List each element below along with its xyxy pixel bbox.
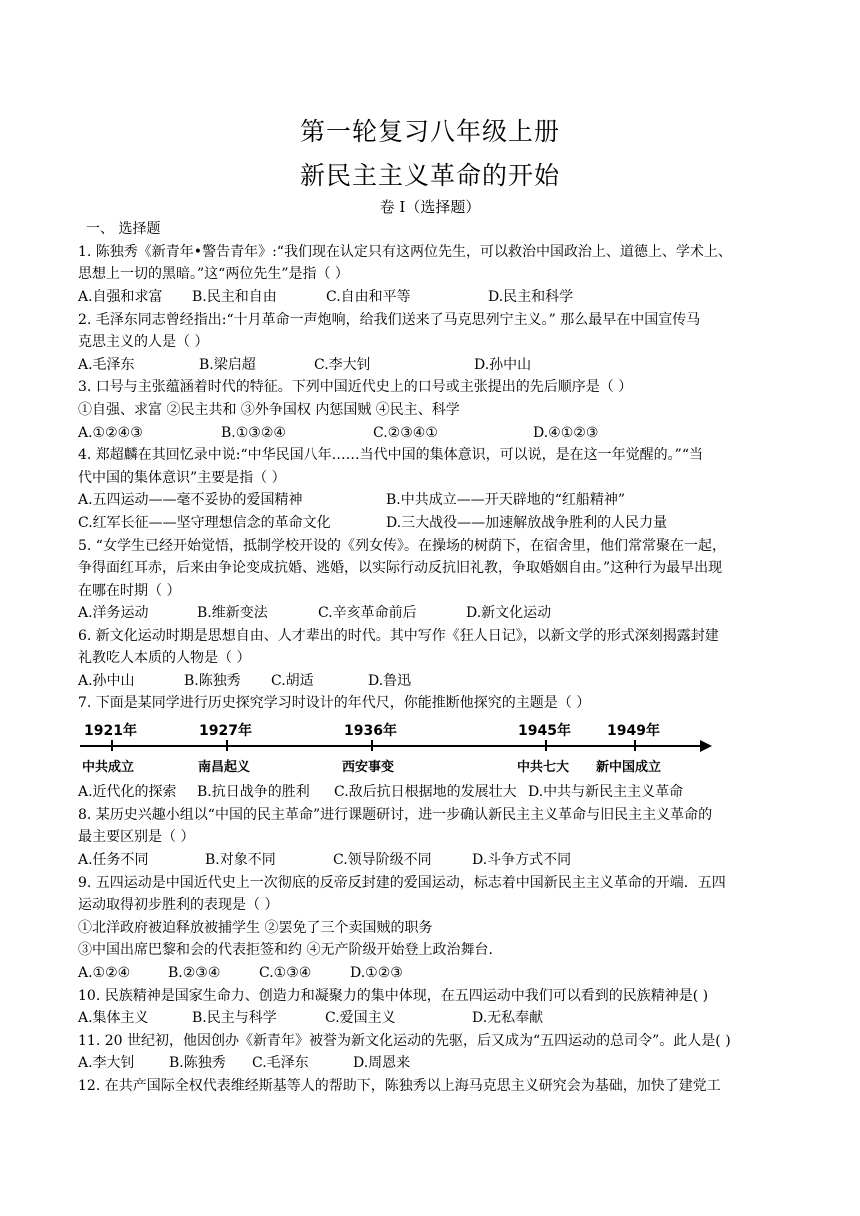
q3-option-c[interactable]: C.②③④① <box>373 425 438 441</box>
q5-option-b[interactable]: B.维新变法 <box>197 605 268 621</box>
q7-option-d[interactable]: D.中共与新民主主义革命 <box>528 784 684 800</box>
q2-option-b[interactable]: B.梁启超 <box>199 357 256 373</box>
question-2-text-cont: 克思主义的人是（ ） <box>78 334 209 350</box>
q2-option-a[interactable]: A.毛泽东 <box>78 357 135 373</box>
volume-label: 卷 I（选择题） <box>379 198 481 216</box>
q7-option-a[interactable]: A.近代化的探索 <box>78 784 177 800</box>
page-subtitle: 新民主主义革命的开始 <box>299 161 560 190</box>
question-2-text: 2. 毛泽东同志曾经指出:“十月革命一声炮响，给我们送来了马克思列宁主义。” 那么最早在中国宣传马 <box>78 312 701 328</box>
timeline-year: 1949年 <box>607 723 660 739</box>
question-9-text-cont: 运动取得初步胜利的表现是（ ） <box>78 897 279 913</box>
q3-option-a[interactable]: A.①②④③ <box>78 425 143 441</box>
q4-option-d[interactable]: D.三大战役——加速解放战争胜利的人民力量 <box>386 515 668 531</box>
q8-option-a[interactable]: A.任务不同 <box>78 852 149 868</box>
timeline-event: 西安事变 <box>342 760 395 775</box>
timeline-event: 中共成立 <box>82 760 135 775</box>
timeline-axis-line <box>80 745 702 747</box>
q1-option-c[interactable]: C.自由和平等 <box>326 289 411 305</box>
question-6-text: 6. 新文化运动时期是思想自由、人才辈出的时代。其中写作《狂人日记》，以新文学的形式深刻揭露封建 <box>78 628 719 644</box>
question-11-text: 11. 20 世纪初，他因创办《新青年》被誉为新文化运动的先驱，后又成为“五四运动的总司令”。此人是( ) <box>78 1033 731 1049</box>
question-4-text: 4. 郑超麟在其回忆录中说:“中华民国八年……当代中国的集体意识，可以说，是在这一年觉醒的。”“当 <box>78 447 703 463</box>
q11-option-d[interactable]: D.周恩来 <box>353 1055 411 1071</box>
question-9-text: 9. 五四运动是中国近代史上一次彻底的反帝反封建的爱国运动，标志着中国新民主主义革命的开端．五四 <box>78 875 726 891</box>
q11-option-b[interactable]: B.陈独秀 <box>169 1055 226 1071</box>
q8-option-b[interactable]: B.对象不同 <box>205 852 276 868</box>
question-9-items-1: ①北洋政府被迫释放被捕学生 ②罢免了三个卖国贼的职务 <box>78 920 433 936</box>
question-8-text: 8. 某历史兴趣小组以“中国的民主革命”进行课题研讨，进一步确认新民主主义革命与旧民主主义革命的 <box>78 807 713 823</box>
q6-option-a[interactable]: A.孙中山 <box>78 673 135 689</box>
q2-option-d[interactable]: D.孙中山 <box>474 357 532 373</box>
timeline-year: 1927年 <box>199 723 252 739</box>
q4-option-c[interactable]: C.红军长征——坚守理想信念的革命文化 <box>78 515 331 531</box>
timeline-event: 新中国成立 <box>596 760 662 775</box>
timeline-year: 1945年 <box>518 723 571 739</box>
timeline-event: 南昌起义 <box>198 760 251 775</box>
q8-option-d[interactable]: D.斗争方式不同 <box>472 852 572 868</box>
q4-option-a[interactable]: A.五四运动——毫不妥协的爱国精神 <box>78 492 303 508</box>
question-3-text: 3. 口号与主张蕴涵着时代的特征。下列中国近代史上的口号或主张提出的先后顺序是（ ） <box>78 379 633 395</box>
question-1-text: 1. 陈独秀《新青年•警告青年》:“我们现在认定只有这两位先生，可以救治中国政治上、道德上、学术上、 <box>78 244 732 260</box>
q11-option-a[interactable]: A.李大钊 <box>78 1055 135 1071</box>
q9-option-b[interactable]: B.②③④ <box>168 965 221 981</box>
question-8-text-cont: 最主要区别是（ ） <box>78 829 195 845</box>
q4-option-b[interactable]: B.中共成立——开天辟地的“红船精神” <box>386 492 626 508</box>
timeline-tick <box>371 740 373 751</box>
timeline-year: 1921年 <box>84 723 137 739</box>
question-9-items-2: ③中国出席巴黎和会的代表拒签和约 ④无产阶级开始登上政治舞台． <box>78 942 503 958</box>
q7-option-c[interactable]: C.敌后抗日根据地的发展壮大 <box>334 784 517 800</box>
timeline-event: 中共七大 <box>517 760 570 775</box>
page-title: 第一轮复习八年级上册 <box>299 117 560 146</box>
q5-option-c[interactable]: C.辛亥革命前后 <box>318 605 417 621</box>
q2-option-c[interactable]: C.李大钊 <box>314 357 371 373</box>
q5-option-a[interactable]: A.洋务运动 <box>78 605 149 621</box>
q9-option-d[interactable]: D.①②③ <box>350 965 403 981</box>
q3-option-b[interactable]: B.①③②④ <box>221 425 286 441</box>
q8-option-c[interactable]: C.领导阶级不同 <box>333 852 432 868</box>
q6-option-b[interactable]: B.陈独秀 <box>184 673 241 689</box>
timeline-tick <box>111 740 113 751</box>
q5-option-d[interactable]: D.新文化运动 <box>466 605 552 621</box>
q3-option-d[interactable]: D.④①②③ <box>533 425 599 441</box>
question-3-items: ①自强、求富 ②民主共和 ③外争国权 内惩国贼 ④民主、科学 <box>78 402 460 418</box>
question-12-text: 12. 在共产国际全权代表维经斯基等人的帮助下，陈独秀以上海马克思主义研究会为基础，加快了建党工 <box>78 1078 721 1094</box>
question-5-text-cont2: 在哪在时期（ ） <box>78 583 181 599</box>
section-heading: 一、 选择题 <box>86 221 161 237</box>
q6-option-c[interactable]: C.胡适 <box>271 673 314 689</box>
timeline-tick <box>226 740 228 751</box>
timeline-tick <box>634 740 636 751</box>
q10-option-c[interactable]: C.爱国主义 <box>325 1010 396 1026</box>
q1-option-d[interactable]: D.民主和科学 <box>488 289 574 305</box>
question-7-text: 7. 下面是某同学进行历史探究学习时设计的年代尺，你能推断他探究的主题是（ ） <box>78 695 591 711</box>
timeline-tick <box>545 740 547 751</box>
question-5-text: 5. “女学生已经开始觉悟，抵制学校开设的《列女传》。在操场的树荫下，在宿舍里，他们常常聚在一起， <box>78 538 726 554</box>
q1-option-a[interactable]: A.自强和求富 <box>78 289 163 305</box>
question-6-text-cont: 礼教吃人本质的人物是（ ） <box>78 650 251 666</box>
timeline-year: 1936年 <box>344 723 397 739</box>
q9-option-a[interactable]: A.①②④ <box>78 965 131 981</box>
q1-option-b[interactable]: B.民主和自由 <box>192 289 277 305</box>
q6-option-d[interactable]: D.鲁迅 <box>368 673 412 689</box>
question-5-text-cont: 争得面红耳赤，后来由争论变成抗婚、逃婚，以实际行动反抗旧礼教，争取婚姻自由。”这种行为最早出现 <box>78 560 723 576</box>
q9-option-c[interactable]: C.①③④ <box>259 965 312 981</box>
question-1-text-cont: 思想上一切的黑暗。”这“两位先生”是指（ ） <box>78 266 349 282</box>
q7-option-b[interactable]: B.抗日战争的胜利 <box>197 784 310 800</box>
timeline-arrowhead-icon <box>700 740 712 752</box>
q10-option-b[interactable]: B.民主与科学 <box>192 1010 277 1026</box>
q10-option-a[interactable]: A.集体主义 <box>78 1010 149 1026</box>
question-4-text-cont: 代中国的集体意识”主要是指（ ） <box>78 470 286 486</box>
question-10-text: 10. 民族精神是国家生命力、创造力和凝聚力的集中体现，在五四运动中我们可以看到的民族精神是( ) <box>78 988 709 1004</box>
q10-option-d[interactable]: D.无私奉献 <box>472 1010 544 1026</box>
q11-option-c[interactable]: C.毛泽东 <box>252 1055 309 1071</box>
